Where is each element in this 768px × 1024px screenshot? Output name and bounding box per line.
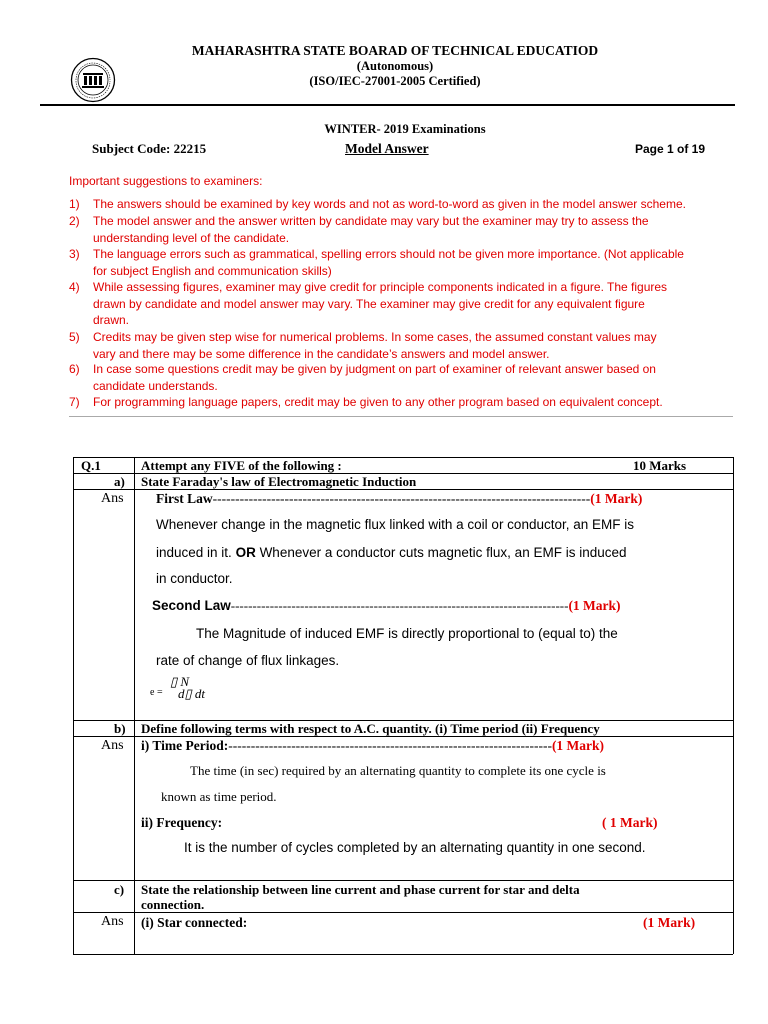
second-law-heading: Second Law------------------------------------------------------------------------------(1 Mark): [152, 598, 621, 613]
suggestion-item: 6) In case some questions credit may be given by judgment on part of examiner of relevant answer based on candidate understands.: [69, 362, 656, 393]
question-b-text: Define following terms with respect to A.C. quantity. (i) Time period (ii) Frequency: [141, 721, 600, 736]
suggestion-item: 4) While assessing figures, examiner may give credit for principle components indicated in a figure. The figures drawn by candidate and model answer may vary. The examiner may give credit for any equivalent figure drawn.: [69, 280, 668, 327]
formula-numerator: ▯ N: [170, 674, 190, 689]
autonomous-label: (Autonomous): [356, 59, 434, 73]
question-b-label: b): [114, 721, 126, 736]
frequency-text: It is the number of cycles completed by an alternating quantity in one second.: [184, 840, 646, 855]
first-law-text: induced in it. OR Whenever a conductor cuts magnetic flux, an EMF is induced: [156, 545, 627, 560]
suggestion-item: 3) The language errors such as grammatical, spelling errors should not be given more importance. (Not applicable for subject English and communication skills): [69, 247, 684, 278]
time-period-heading: i) Time Period:------------------------------------------------------------------------(1 Mark): [141, 738, 605, 753]
second-law-text: rate of change of flux linkages.: [156, 653, 340, 668]
exam-title: WINTER- 2019 Examinations: [324, 122, 486, 136]
certified-label: (ISO/IEC-27001-2005 Certified): [309, 74, 481, 88]
star-connected-heading: (i) Star connected:: [141, 915, 248, 930]
formula-denominator: d▯ dt: [178, 686, 206, 701]
subject-code: Subject Code: 22215: [92, 141, 207, 156]
second-law-text: The Magnitude of induced EMF is directly proportional to (equal to) the: [196, 626, 618, 641]
suggestion-item: 1) The answers should be examined by key words and not as word-to-word as given in the model answer scheme.: [69, 197, 686, 211]
first-law-heading: First Law------------------------------------------------------------------------------------(1 Mark): [156, 491, 643, 506]
frequency-heading: ii) Frequency:: [141, 815, 223, 830]
suggestions-divider: [69, 416, 733, 417]
header-divider: [40, 104, 735, 106]
time-period-text: known as time period.: [161, 789, 277, 804]
suggestion-item: 7) For programming language papers, credit may be given to any other program based on equivalent concept.: [69, 395, 663, 409]
question-a-label: a): [114, 474, 125, 489]
q1-marks: 10 Marks: [633, 458, 687, 473]
q1-label: Q.1: [81, 458, 101, 473]
suggestion-item: 2) The model answer and the answer written by candidate may vary but the examiner may try to assess the understanding level of the candidate.: [69, 214, 649, 245]
answer-label: Ans: [101, 738, 124, 753]
suggestion-item: 5) Credits may be given step wise for numerical problems. In some cases, the assumed constant values may vary and there may be some difference in the candidate’s answers and model answer.: [69, 330, 657, 361]
q1-instruction: Attempt any FIVE of the following :: [141, 458, 342, 473]
answer-label: Ans: [101, 914, 124, 929]
page-number: Page 1 of 19: [635, 142, 706, 156]
question-c-label: c): [114, 882, 125, 897]
first-law-text: in conductor.: [156, 571, 233, 586]
msbte-logo-icon: [70, 57, 116, 103]
question-c-text: State the relationship between line current and phase current for star and delta: [141, 882, 580, 897]
frequency-mark: ( 1 Mark): [602, 815, 658, 830]
first-law-text: Whenever change in the magnetic flux linked with a coil or conductor, an EMF is: [156, 517, 634, 532]
star-mark: (1 Mark): [643, 915, 696, 930]
question-a-text: State Faraday's law of Electromagnetic Induction: [141, 474, 417, 489]
suggestions-title: Important suggestions to examiners:: [69, 174, 263, 188]
question-c-text: connection.: [141, 897, 205, 912]
board-title: MAHARASHTRA STATE BOARAD OF TECHNICAL EDUCATIOD: [191, 43, 599, 58]
time-period-text: The time (in sec) required by an alternating quantity to complete its one cycle is: [190, 763, 606, 778]
model-answer-title: Model Answer: [345, 141, 429, 156]
formula-lhs: e =: [150, 687, 163, 698]
answer-label: Ans: [101, 491, 124, 506]
